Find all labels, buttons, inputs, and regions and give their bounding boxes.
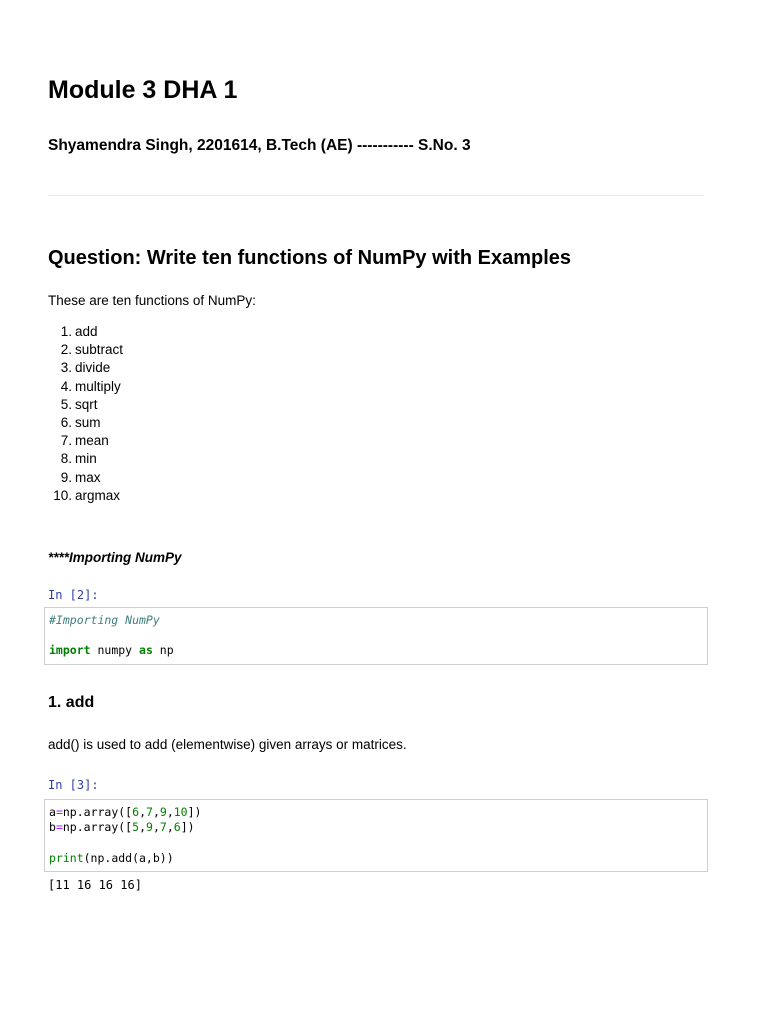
code-keyword: as [139,643,153,658]
code-number: 6 [173,820,181,835]
list-item [48,432,123,450]
intro-text: These are ten functions of NumPy: [48,293,256,308]
code-number: 9 [159,805,167,819]
cell-prompt: In [3]: [48,778,99,792]
list-label: subtract [75,342,124,358]
code-text: ]) [180,820,195,835]
list-number: 9. [60,469,72,485]
code-number: 6 [132,805,140,819]
list-number: 2. [60,342,72,358]
list-number: 3. [60,360,72,376]
section-heading-add: 1. add [48,694,95,711]
list-item [48,359,123,377]
code-text: b [49,820,56,835]
code-cell-add[interactable] [44,799,708,872]
list-number: 1. [60,324,72,339]
list-label: multiply [75,378,121,394]
code-text: (np.add(a,b)) [83,850,174,865]
cell-prompt: In [2]: [48,588,99,602]
code-number: 10 [173,805,188,819]
list-item [48,469,123,487]
code-line: a=np.array([6,7,9,10]) [49,805,202,819]
function-list [48,323,123,505]
code-line [49,835,707,850]
code-number: 9 [146,820,153,835]
code-line [49,628,707,643]
code-operator: = [55,820,63,835]
list-number: 8. [60,451,72,467]
list-label: min [75,451,97,467]
code-line [49,613,707,628]
code-text: np.array([ [62,820,133,835]
list-item [48,396,123,414]
code-line [49,643,707,658]
code-line: b=np.array([5,9,7,6]) [49,820,195,835]
code-number: 7 [159,820,167,835]
code-text: a [49,805,56,819]
code-text: ]) [187,805,202,819]
list-item [48,323,123,341]
list-label: sum [75,415,101,431]
divider [48,195,704,196]
page-title: Module 3 DHA 1 [48,76,238,104]
list-label: divide [75,360,111,376]
list-number: 4. [60,378,72,394]
list-item [48,378,123,396]
code-line [49,851,707,866]
code-keyword: import [49,643,91,658]
cell-output: [11 16 16 16] [48,878,142,892]
list-label: add [75,324,98,339]
list-number: 6. [60,415,72,431]
importing-heading: ****Importing NumPy [48,550,182,565]
list-number: 10. [53,487,72,503]
list-item [48,487,123,505]
list-item [48,414,123,432]
code-number: 7 [146,805,153,819]
list-number: 7. [60,433,72,449]
list-label: mean [75,433,109,449]
code-text: numpy [90,643,140,658]
code-comment: #Importing NumPy [49,613,160,627]
code-number: 5 [132,820,140,835]
code-text: np [152,643,174,658]
list-label: sqrt [75,396,98,412]
list-number: 5. [60,396,72,412]
code-builtin: print [49,850,84,865]
code-operator: = [55,805,63,819]
list-label: max [75,469,101,485]
question-heading: Question: Write ten functions of NumPy with Examples [48,247,572,269]
list-label: argmax [75,487,121,503]
list-item [48,450,123,468]
section-description: add() is used to add (elementwise) given arrays or matrices. [48,737,407,752]
code-text: np.array([ [62,805,133,819]
list-item [48,341,123,359]
author-line: Shyamendra Singh, 2201614, B.Tech (AE) ----------- S.No. 3 [48,137,471,154]
code-cell-import[interactable] [44,607,708,665]
